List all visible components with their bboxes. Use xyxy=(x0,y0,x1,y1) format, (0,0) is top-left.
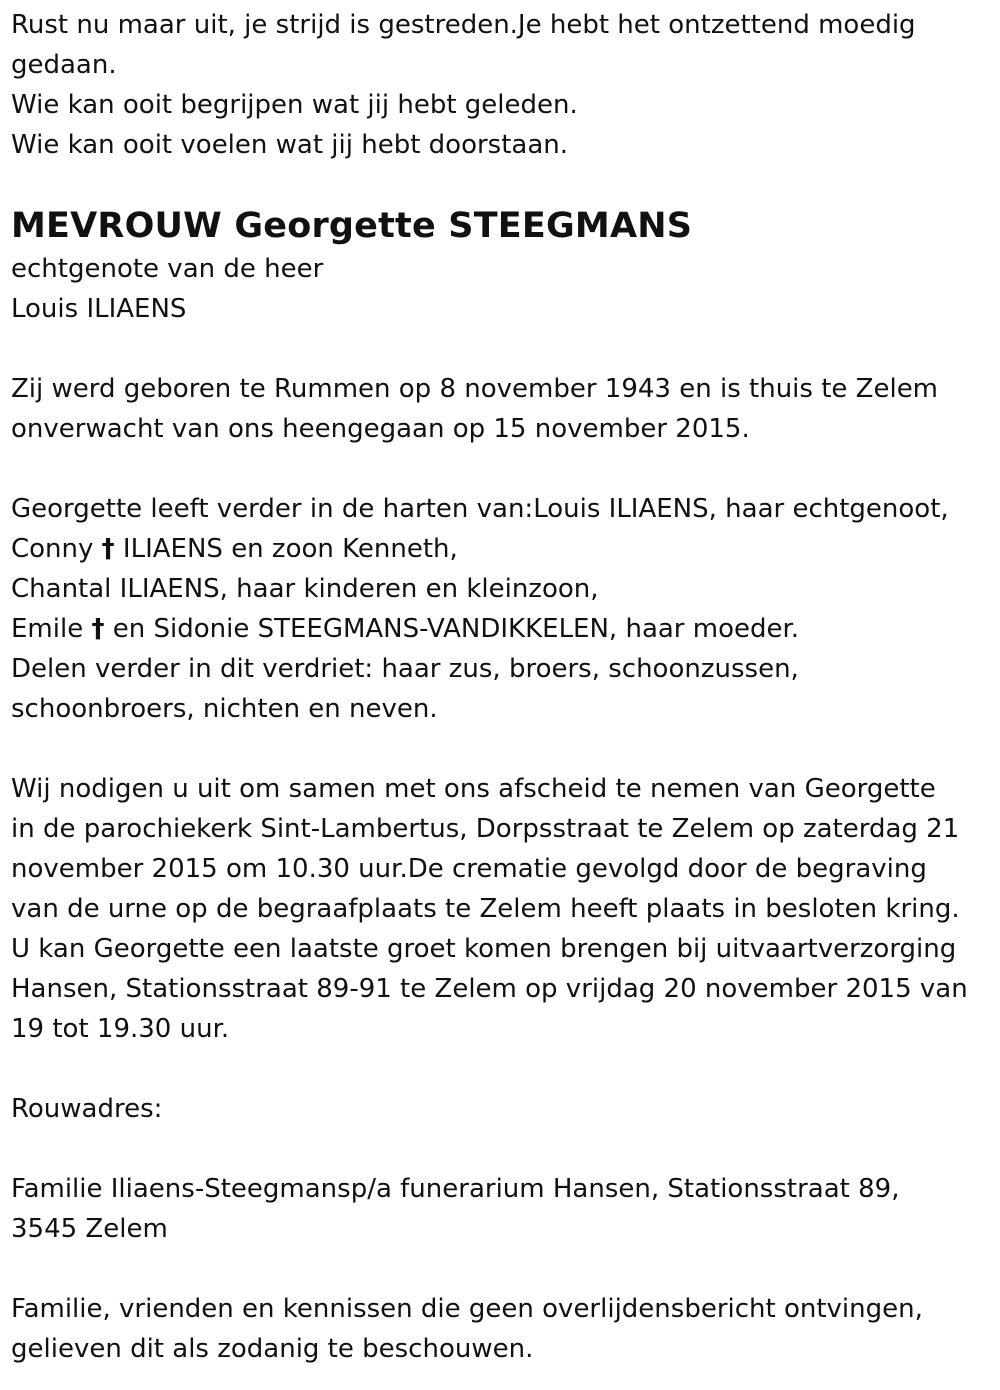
cross-icon: † xyxy=(91,614,105,644)
family-line: Delen verder in dit verdriet: haar zus, broers, schoonzussen, xyxy=(11,654,799,684)
ceremony-paragraph xyxy=(11,769,996,1049)
spouse-line: echtgenote van de heer xyxy=(11,254,324,284)
family-line: Chantal ILIAENS, haar kinderen en kleinzoon, xyxy=(11,574,599,604)
spouse-name: Louis ILIAENS xyxy=(11,294,187,324)
family-line xyxy=(11,529,996,569)
ceremony-line: Hansen, Stationsstraat 89-91 te Zelem op vrijdag 20 november 2015 van xyxy=(11,974,968,1004)
obituary-notice xyxy=(11,5,996,1369)
family-line: Georgette leeft verder in de harten van:Louis ILIAENS, haar echtgenoot, xyxy=(11,494,949,524)
address-label: Rouwadres: xyxy=(11,1094,163,1124)
deceased-name: MEVROUW Georgette STEEGMANS xyxy=(11,206,693,246)
family-text: ILIAENS en zoon Kenneth, xyxy=(114,534,458,564)
paragraph-gap xyxy=(11,449,996,489)
poem-line: Rust nu maar uit, je strijd is gestreden.Je hebt het ontzettend moedig xyxy=(11,10,916,40)
poem-line: Wie kan ooit begrijpen wat jij hebt geleden. xyxy=(11,90,578,120)
paragraph-gap xyxy=(11,329,996,369)
birth-death-paragraph xyxy=(11,369,996,449)
ceremony-line: november 2015 om 10.30 uur.De crematie gevolgd door de begraving xyxy=(11,854,927,884)
closing-line: gelieven dit als zodanig te beschouwen. xyxy=(11,1334,534,1364)
poem-line: gedaan. xyxy=(11,50,117,80)
family-text: Emile xyxy=(11,614,92,644)
birth-death-line: onverwacht van ons heengegaan op 15 november 2015. xyxy=(11,414,750,444)
paragraph-gap xyxy=(11,729,996,769)
closing-line: Familie, vrienden en kennissen die geen overlijdensbericht ontvingen, xyxy=(11,1294,923,1324)
address-line: 3545 Zelem xyxy=(11,1214,168,1244)
family-text: Conny xyxy=(11,534,102,564)
ceremony-line: U kan Georgette een laatste groet komen brengen bij uitvaartverzorging xyxy=(11,934,957,964)
address-line: Familie Iliaens-Steegmansp/a funerarium Hansen, Stationsstraat 89, xyxy=(11,1174,900,1204)
paragraph-gap xyxy=(11,1249,996,1289)
closing-paragraph xyxy=(11,1289,996,1369)
ceremony-line: 19 tot 19.30 uur. xyxy=(11,1014,230,1044)
ceremony-line: Wij nodigen u uit om samen met ons afscheid te nemen van Georgette xyxy=(11,774,936,804)
paragraph-gap xyxy=(11,1129,996,1169)
ceremony-line: van de urne op de begraafplaats te Zelem heeft plaats in besloten kring. xyxy=(11,894,960,924)
poem-line: Wie kan ooit voelen wat jij hebt doorstaan. xyxy=(11,130,569,160)
family-paragraph xyxy=(11,489,996,729)
paragraph-gap xyxy=(11,1049,996,1089)
family-text: en Sidonie STEEGMANS-VANDIKKELEN, haar moeder. xyxy=(104,614,800,644)
cross-icon: † xyxy=(101,534,115,564)
family-line: schoonbroers, nichten en neven. xyxy=(11,694,438,724)
ceremony-line: in de parochiekerk Sint-Lambertus, Dorpsstraat te Zelem op zaterdag 21 xyxy=(11,814,960,844)
family-line xyxy=(11,609,996,649)
poem xyxy=(11,5,996,165)
address-paragraph xyxy=(11,1169,996,1249)
birth-death-line: Zij werd geboren te Rummen op 8 november 1943 en is thuis te Zelem xyxy=(11,374,939,404)
